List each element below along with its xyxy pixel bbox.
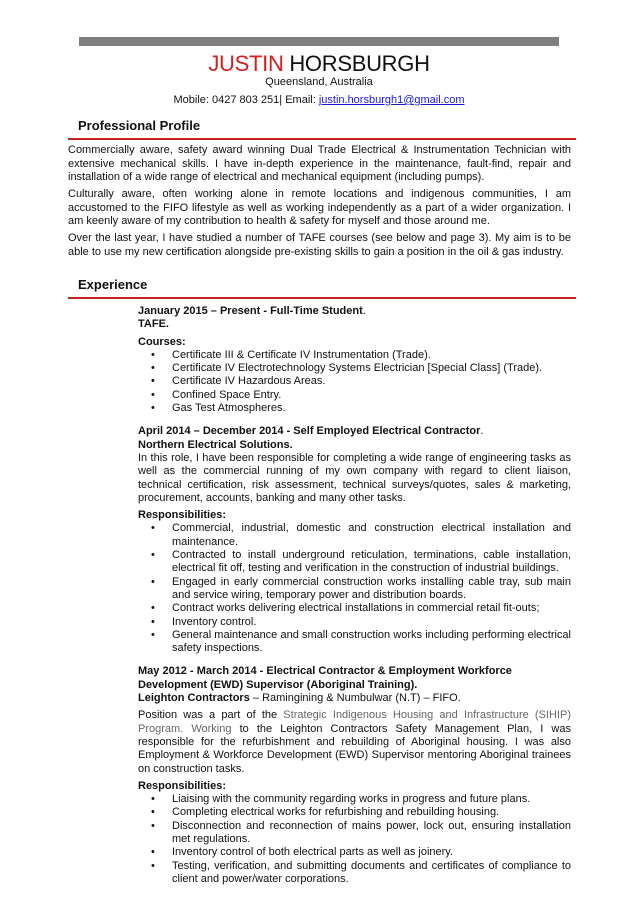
list-item: • Disconnection and reconnection of mains power, lock out, ensuring installation met regulations. (138, 820, 571, 847)
list-label: Responsibilities: (138, 509, 227, 522)
profile-paragraph: Over the last year, I have studied a number of TAFE courses (see below and page 3). My aim is to be able to use my new certification alongside pre-existing skills to gain a position in the oil & gas industry. (68, 232, 571, 258)
job-org: Northern Electrical Solutions. (138, 438, 293, 451)
list-item: • Inventory control. (138, 616, 571, 629)
email-link[interactable]: justin.horsburgh1@gmail.com (318, 94, 465, 106)
job-org: Leighton Contractors – Ramingining & Numbulwar (N.T) – FIFO. (138, 692, 461, 705)
profile-paragraph: Commercially aware, safety award winning Dual Trade Electrical & Instrumentation Technician with extensive mechanical skills. I have in-depth experience in the maintenance, fault-find, repair and installation of a wide range of electrical and mechanical equipment (including pumps). (68, 144, 571, 183)
profile-divider (68, 138, 576, 140)
experience-list (138, 305, 571, 886)
experience-title: Experience (78, 277, 148, 292)
list-item: • Testing, verification, and submitting documents and certificates of compliance to client and power/water corporations. (138, 860, 571, 887)
list-item: • Engaged in early commercial construction works installing cable tray, sub main and service wiring, temporary power and distribution boards. (138, 576, 571, 603)
list-item: • Contracted to install underground reticulation, terminations, cable installation, electrical fit off, testing and verification in the construction of industrial buildings. (138, 549, 571, 576)
responsibility-list (138, 793, 571, 886)
job-description: In this role, I have been responsible for completing a wide range of engineering tasks as well as the commercial running of my own company with regard to client liaison, technical certification, risk assessment, technical surveys/quotes, sales & marketing, procurement, accounts, banking and many other tasks. (138, 451, 571, 504)
job-description: Position was a part of the Strategic Indigenous Housing and Infrastructure (SIHIP) Program. Working to the Leighton Contractors Safety Management Plan, I was responsible for the refurbishment and rebuilding of Aboriginal housing. I was also Employment & Workforce Development (EWD) Supervisor mentoring Aboriginal trainees on construction tasks. (138, 709, 571, 775)
list-item: • Inventory control of both electrical parts as well as joinery. (138, 846, 571, 859)
header-bar (79, 37, 559, 46)
responsibility-list (138, 522, 571, 655)
profile-paragraph: Culturally aware, often working alone in remote locations and indigenous communities, I am accustomed to the FIFO lifestyle as well as working independently as a part of a wider organization. I am keenly aware of my contribution to health & safety for myself and those around me. (68, 188, 571, 227)
list-label: Responsibilities: (138, 779, 227, 792)
experience-divider (68, 297, 576, 299)
contact-prefix: Mobile: 0427 803 251| Email: (173, 94, 319, 106)
list-item: • General maintenance and small construction works including performing electrical safety inspections. (138, 629, 571, 656)
list-item: • Certificate IV Hazardous Areas. (138, 375, 571, 388)
last-name: HORSBURGH (289, 51, 430, 76)
first-name: JUSTIN (208, 51, 284, 76)
course-list (138, 349, 571, 415)
candidate-name (0, 52, 638, 76)
list-label: Courses: (138, 335, 186, 348)
job-heading: January 2015 – Present - Full-Time Student. (138, 305, 366, 317)
job-org: TAFE. (138, 318, 169, 331)
list-item: • Certificate IV Electrotechnology Systems Electrician [Special Class] (Trade). (138, 362, 571, 375)
list-item: • Liaising with the community regarding works in progress and future plans. (138, 793, 571, 806)
list-item: • Gas Test Atmospheres. (138, 402, 571, 415)
profile-title: Professional Profile (78, 118, 201, 133)
job-heading: April 2014 – December 2014 - Self Employed Electrical Contractor. (138, 425, 484, 438)
contact-line (0, 94, 638, 107)
list-item: • Commercial, industrial, domestic and construction electrical installation and maintenance. (138, 522, 571, 549)
list-item: • Confined Space Entry. (138, 389, 571, 402)
job-heading: May 2012 - March 2014 - Electrical Contractor & Employment Workforce Development (EWD) Supervisor (Aboriginal Training). (138, 665, 512, 691)
list-item: • Contract works delivering electrical installations in commercial retail fit-outs; (138, 602, 571, 615)
list-item: • Certificate III & Certificate IV Instrumentation (Trade). (138, 349, 571, 362)
location: Queensland, Australia (265, 76, 373, 88)
list-item: • Completing electrical works for refurbishing and rebuilding housing. (138, 806, 571, 819)
